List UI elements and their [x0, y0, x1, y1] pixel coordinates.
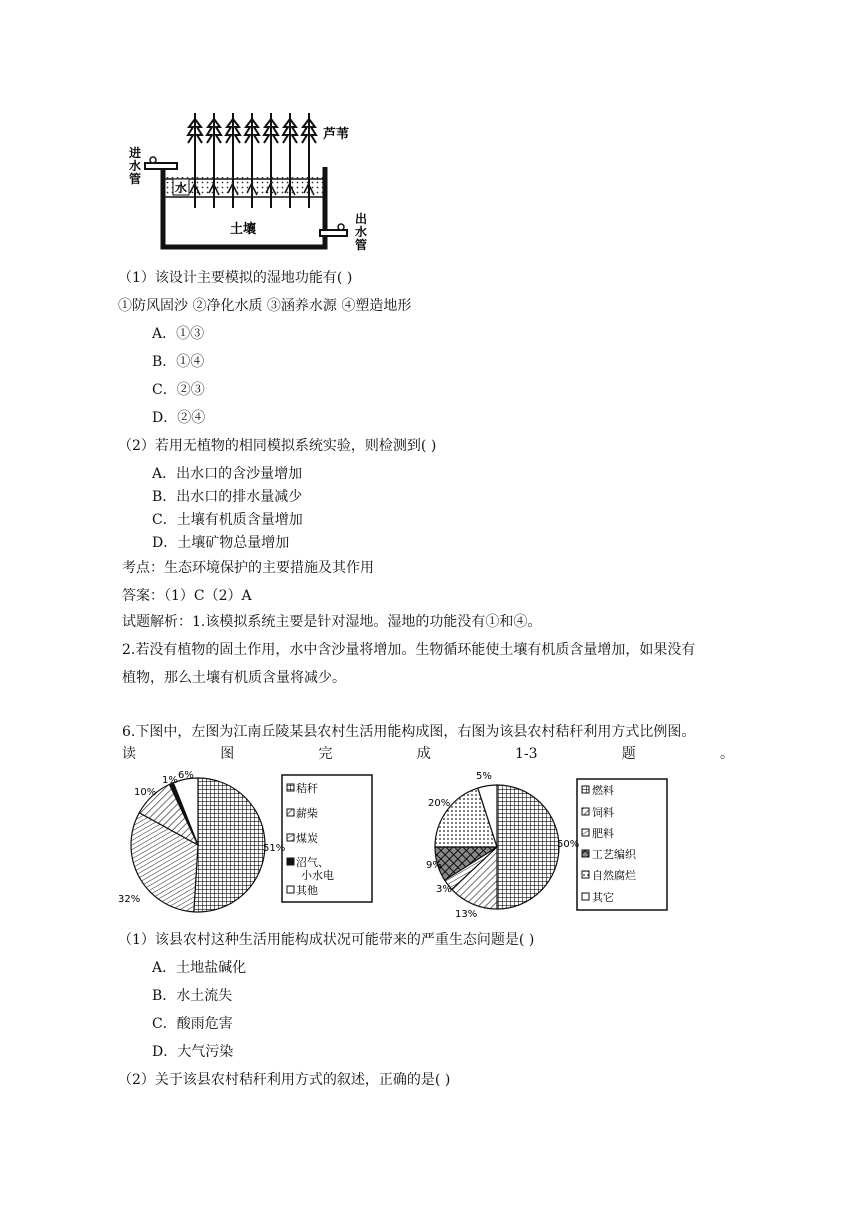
legend-energy-item-4: 其他: [296, 884, 318, 897]
legend-straw-item-1: 饲料: [592, 806, 614, 819]
q6-title-word: 完: [318, 746, 333, 762]
pie-slice-燃料: [497, 785, 559, 909]
q5-sub1-items: ①防风固沙 ②净化水质 ③涵养水源 ④塑造地形: [118, 298, 412, 314]
q6-sub1-option-a: A．土地盐碱化: [152, 960, 247, 976]
legend-energy: [282, 775, 372, 902]
legend-energy-item-3b: 小水电: [301, 869, 334, 882]
pie-value-label: 50%: [557, 839, 580, 850]
label-reed: 芦苇: [323, 127, 350, 142]
pie-value-label: 13%: [455, 909, 478, 920]
q6-sub1-stem: （1）该县农村这种生活用能构成状况可能带来的严重生态问题是( ): [118, 932, 535, 948]
pie-value-label: 9%: [426, 860, 442, 871]
q5-sub1-option-a: A．①③: [152, 326, 205, 342]
outlet-pipe: [320, 230, 347, 236]
q6-title-word: 。: [719, 746, 734, 762]
q5-sub2-option-a: A．出水口的含沙量增加: [152, 466, 303, 482]
legend-energy-item-1: 薪柴: [296, 807, 318, 820]
q5-sub1-option-c: C．②③: [152, 382, 205, 398]
pie-value-label: 6%: [178, 770, 194, 781]
legend-energy-item-2: 煤炭: [296, 832, 318, 845]
q5-analysis-2b: 植物，那么土壤有机质含量将减少。: [122, 670, 346, 686]
pie-value-label: 51%: [263, 843, 286, 854]
legend-straw-item-5: 其它: [592, 891, 614, 904]
legend-energy-item-3: 沼气、: [296, 856, 329, 869]
label-inlet-1: 进: [129, 146, 142, 160]
pie-value-label: 32%: [118, 894, 141, 905]
label-water: 水: [175, 181, 188, 195]
legend-straw-item-4: 自然腐烂: [592, 869, 636, 882]
label-soil: 土壤: [230, 222, 257, 237]
inlet-pipe: [145, 163, 177, 169]
q6-title-word: 读: [122, 746, 136, 762]
pie-charts: [110, 765, 750, 925]
legend-straw-item-2: 肥料: [592, 827, 614, 840]
q6-sub1-option-d: D．大气污染: [152, 1044, 234, 1060]
legend-straw: [577, 779, 667, 910]
q5-analysis-2a: 2.若没有植物的固土作用，水中含沙量将增加。生物循环能使土壤有机质含量增加，如果没有: [122, 642, 696, 658]
q5-answer: 答案：（1）C（2）A: [122, 588, 252, 604]
wetland-diagram: [125, 105, 375, 260]
legend-straw-item-0: 燃料: [592, 784, 614, 797]
q6-title-word: 图: [220, 746, 235, 762]
label-outlet-3: 管: [355, 238, 368, 252]
q5-kaodian: 考点：生态环境保护的主要措施及其作用: [122, 560, 374, 576]
q6-title-word: 题: [621, 746, 636, 762]
legend-energy-item-0: 秸秆: [296, 782, 318, 795]
pie-chart-energy: [118, 770, 285, 912]
q5-sub2-option-c: C．土壤有机质含量增加: [152, 512, 303, 528]
label-inlet-3: 管: [129, 172, 142, 186]
q6-sub1-option-b: B．水土流失: [152, 988, 233, 1004]
pie-chart-straw: [426, 771, 579, 920]
q6-sub1-option-c: C．酸雨危害: [152, 1016, 233, 1032]
q6-sub2-stem: （2）关于该县农村秸秆利用方式的叙述，正确的是( ): [118, 1072, 451, 1088]
pie-value-label: 10%: [134, 787, 157, 798]
pie-value-label: 5%: [476, 771, 492, 782]
label-inlet-2: 水: [129, 159, 142, 173]
legend-straw-item-3: 工艺编织: [592, 848, 636, 861]
pie-value-label: 20%: [428, 798, 451, 809]
pie-slice-秸秆: [194, 778, 265, 912]
q6-title-word: 1-3: [514, 746, 538, 762]
pie-value-label: 1%: [162, 775, 178, 786]
q5-sub2-option-d: D．土壤矿物总量增加: [152, 535, 290, 551]
q5-sub2-option-b: B．出水口的排水量减少: [152, 489, 303, 505]
label-outlet-2: 水: [355, 225, 368, 239]
label-outlet-1: 出: [355, 212, 368, 226]
q6-title-line2: [122, 744, 734, 764]
pie-value-label: 3%: [436, 884, 452, 895]
q6-title-word: 成: [416, 746, 431, 762]
q5-sub1-option-b: B．①④: [152, 354, 205, 370]
q5-sub2-stem: （2）若用无植物的相同模拟系统实验，则检测到( ): [118, 438, 437, 454]
q5-sub1-option-d: D．②④: [152, 410, 206, 426]
q5-analysis-1: 试题解析：1.该模拟系统主要是针对湿地。湿地的功能没有①和④。: [122, 614, 542, 630]
q5-sub1-stem: （1）该设计主要模拟的湿地功能有( ): [118, 270, 353, 286]
q6-title: 6.下图中，左图为江南丘陵某县农村生活用能构成图，右图为该县农村秸秆利用方式比例图。: [122, 724, 696, 740]
